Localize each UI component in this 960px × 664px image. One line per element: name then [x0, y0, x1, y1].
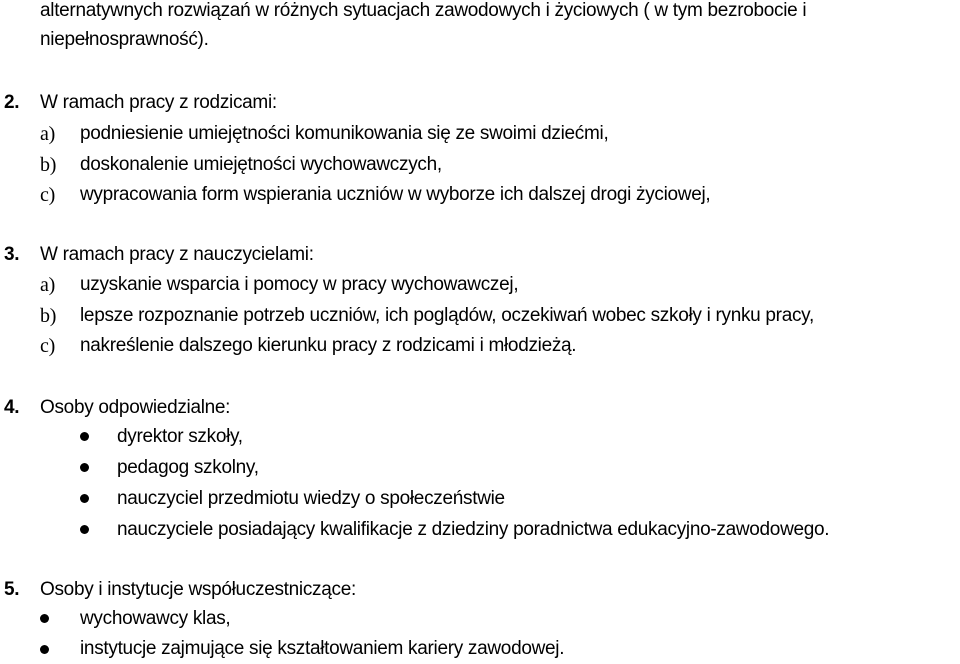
list-item: doskonalenie umiejętności wychowawczych,: [80, 154, 442, 175]
list-item: dyrektor szkoły,: [117, 426, 243, 447]
intro-line-1: alternatywnych rozwiązań w różnych sytuacjach zawodowych i życiowych ( w tym bezrobocie i: [40, 0, 807, 21]
list-marker: b): [40, 305, 57, 327]
list-item: nauczyciel przedmiotu wiedzy o społeczeństwie: [117, 488, 505, 509]
list-marker: c): [40, 335, 55, 357]
bullet-icon: [80, 494, 89, 503]
section-2-heading: W ramach pracy z rodzicami:: [40, 92, 277, 113]
list-item: nauczyciele posiadający kwalifikacje z dziedziny poradnictwa edukacyjno-zawodowego.: [117, 519, 830, 540]
section-5-heading: Osoby i instytucje współuczestniczące:: [40, 579, 356, 600]
list-marker: a): [40, 123, 55, 145]
intro-line-2: niepełnosprawność).: [40, 29, 209, 50]
list-item: wypracowania form wspierania uczniów w wyborze ich dalszej drogi życiowej,: [80, 184, 711, 205]
list-item: nakreślenie dalszego kierunku pracy z rodzicami i młodzieżą.: [80, 335, 577, 356]
list-marker: b): [40, 154, 57, 176]
list-item: wychowawcy klas,: [80, 608, 231, 629]
list-marker: c): [40, 184, 55, 206]
list-item: uzyskanie wsparcia i pomocy w pracy wychowawczej,: [80, 274, 519, 295]
bullet-icon: [40, 614, 49, 623]
bullet-icon: [80, 432, 89, 441]
list-item: lepsze rozpoznanie potrzeb uczniów, ich poglądów, oczekiwań wobec szkoły i rynku pracy,: [80, 305, 814, 326]
list-marker: a): [40, 274, 55, 296]
list-item: podniesienie umiejętności komunikowania się ze swoimi dziećmi,: [80, 123, 609, 144]
list-item: instytucje zajmujące się kształtowaniem kariery zawodowej.: [80, 638, 565, 659]
section-3-heading: W ramach pracy z nauczycielami:: [40, 244, 314, 265]
bullet-icon: [80, 463, 89, 472]
bullet-icon: [40, 645, 49, 654]
section-4-heading: Osoby odpowiedzialne:: [40, 397, 231, 418]
bullet-icon: [80, 525, 89, 534]
list-item: pedagog szkolny,: [117, 457, 259, 478]
